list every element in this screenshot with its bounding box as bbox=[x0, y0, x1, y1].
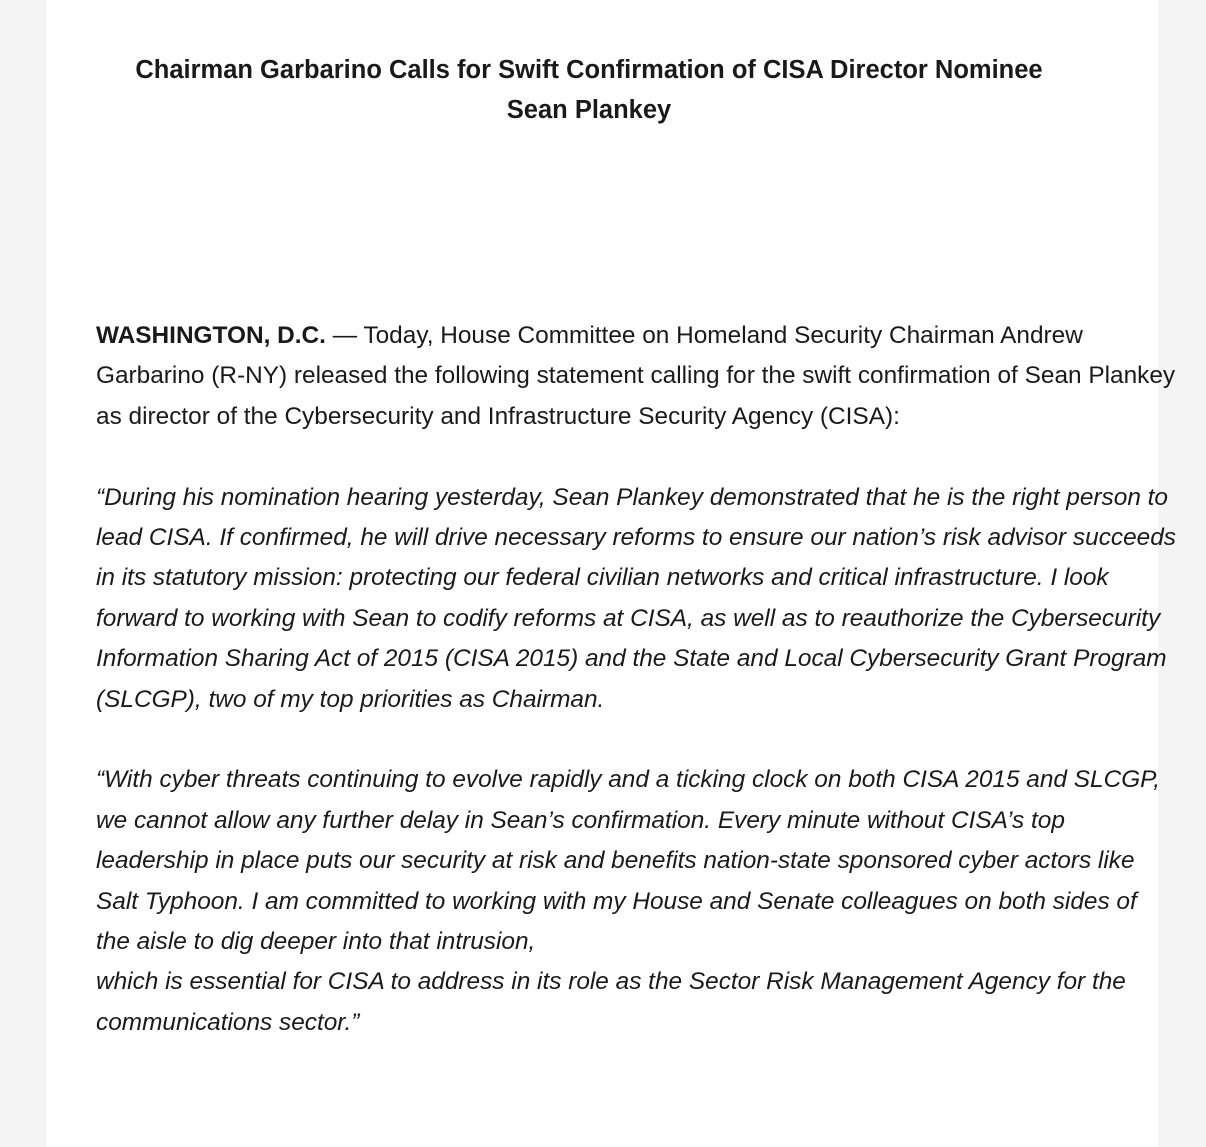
quote-paragraph-1: “During his nomination hearing yesterday, Sean Plankey demonstrated that he is the right person to lead CISA. If confirmed, he will drive necessary reforms to ensure our nation’s risk advisor succeeds in its statutory mission: protecting our federal civilian networks and critical infrastructure. I look forward to working with Sean to codify reforms at CISA, as well as to reauthorize the Cybersecurity Information Sharing Act of 2015 (CISA 2015) and the State and Local Cybersecurity Grant Program (SLCGP), two of my top priorities as Chairman. bbox=[96, 483, 1176, 713]
article-body bbox=[96, 316, 1176, 1084]
quote-2-part-1: “With cyber threats continuing to evolve rapidly and a ticking clock on both CISA 2015 and SLCGP, we cannot allow any further delay in Sean’s confirmation. Every minute without CISA’s top leadership in place puts our security at risk and benefits nation-state sponsored cyber actors like Salt Typhoon. I am committed to working with my House and Senate colleagues on both sides of the aisle to dig deeper into that intrusion, bbox=[96, 766, 1161, 956]
quote-paragraph-2 bbox=[96, 760, 1176, 1043]
quote-2-part-2: which is essential for CISA to address in its role as the Sector Risk Management Agency for the communications sector.” bbox=[96, 968, 1126, 1036]
intro-paragraph bbox=[96, 316, 1176, 437]
dateline: WASHINGTON, D.C. bbox=[96, 322, 326, 349]
title-line-2: Sean Plankey bbox=[506, 96, 672, 124]
title-line-1: Chairman Garbarino Calls for Swift Confirmation of CISA Director Nominee bbox=[135, 56, 1043, 84]
intro-text: — Today, House Committee on Homeland Security Chairman Andrew Garbarino (R-NY) released the following statement calling for the swift confirmation of Sean Plankey as director of the Cybersecurity and Infrastructure Security Agency (CISA): bbox=[96, 322, 1176, 430]
page-title bbox=[64, 50, 1114, 130]
